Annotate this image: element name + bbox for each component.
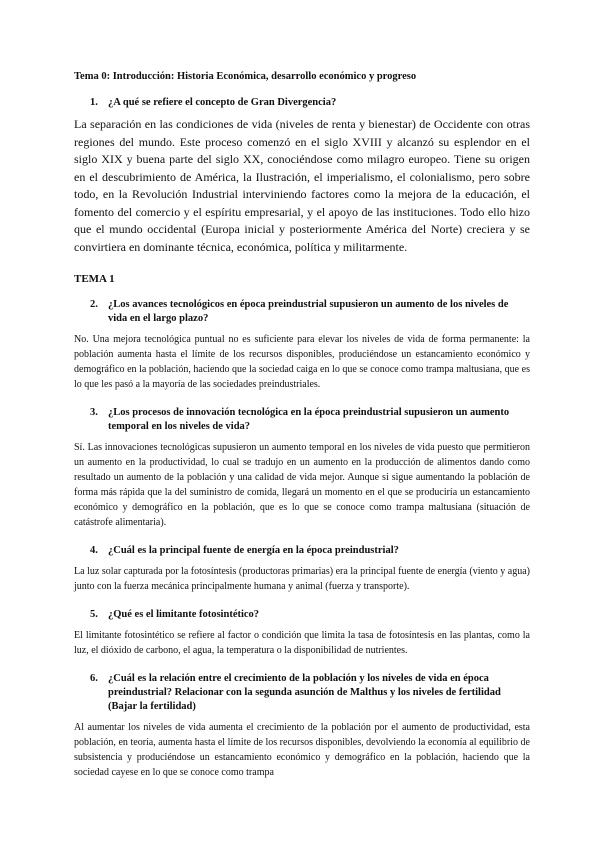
answer-5: El limitante fotosintético se refiere al factor o condición que limita la tasa de fotosíntesis en las plantas, como la luz, el dióxido de carbono, el agua, la temperatura o la disponibilidad de nutrientes.: [74, 630, 530, 656]
question-number: 6.: [90, 673, 98, 684]
question-text: ¿Cuál es la principal fuente de energía en la época preindustrial?: [108, 545, 399, 556]
question-6: [74, 672, 530, 714]
question-text: ¿Los procesos de innovación tecnológica en la época preindustrial supusieron un aumento temporal en los niveles de vida?: [108, 407, 510, 432]
answer-6: Al aumentar los niveles de vida aumenta el crecimiento de la población por el aumento de productividad, esta población, en teoría, aumenta hasta el límite de los recursos disponibles, devolviendo la economía al equilibrio de subsistencia y produciéndose un estancamiento económico y demográfico en la población, haciendo que la sociedad cayese en lo que se conoce como trampa: [74, 722, 530, 778]
question-1: [74, 96, 530, 110]
answer-1: La separación en las condiciones de vida (niveles de renta y bienestar) de Occidente con otras regiones del mundo. Este proceso comenzó en el siglo XVIII y alcanzó su esplendor en el siglo XIX y buena parte del siglo XX, conociéndose como milagro europeo. Tiene su origen en el descubrimiento de América, la Ilustración, el imperialismo, el colonialismo, pero sobre todo, en la Revolución Industrial interviniendo factores como la mejora de la educación, el fomento del comercio y el espíritu empresarial, y el apoyo de las instituciones. Todo ello hizo que el mundo occidental (Europa inicial y posteriormente América del Norte) creciera y se convirtiera en dominante técnica, económica, política y militarmente.: [74, 117, 530, 254]
question-number: 3.: [90, 407, 98, 418]
question-number: 1.: [90, 97, 98, 108]
answer-4: La luz solar capturada por la fotosíntesis (productoras primarias) era la principal fuente de energía (viento y agua) junto con la fuerza mecánica principalmente humana y animal (fuerza y transporte).: [74, 566, 530, 592]
question-text: ¿Cuál es la relación entre el crecimiento de la población y los niveles de vida en época preindustrial? Relacionar con la segunda asunción de Malthus y los niveles de fertilidad (Bajar la fertilidad): [108, 673, 501, 712]
question-text: ¿Qué es el limitante fotosintético?: [108, 609, 260, 620]
question-5: [74, 608, 530, 622]
answer-2: No. Una mejora tecnológica puntual no es suficiente para elevar los niveles de vida de forma permanente: la población aumenta hasta el límite de los recursos disponibles, produciéndose un estancamiento económico y demográfico en la población, haciendo que la sociedad caiga en lo que se conoce como trampa maltusiana, que es lo que les pasó a la mayoría de las sociedades preindustriales.: [74, 334, 530, 390]
question-number: 5.: [90, 609, 98, 620]
answer-3: Sí. Las innovaciones tecnológicas supusieron un aumento temporal en los niveles de vida puesto que permitieron un aumento en la productividad, lo cual se tradujo en un aumento en la producción de alimentos dando como resultado un aumento de la población y una calidad de vida mejor. Aunque si sigue aumentando la población de forma más rápida que la del suministro de comida, llegará un momento en el que se produciría un estancamiento económico y demográfico en la población, que es lo que se conoce como trampa maltusiana (situación de catástrofe alimentaria).: [74, 442, 530, 528]
question-text: ¿Los avances tecnológicos en época preindustrial supusieron un aumento de los niveles de vida en el largo plazo?: [108, 299, 509, 324]
question-4: [74, 544, 530, 558]
document-body: [74, 70, 530, 794]
section-heading: TEMA 1: [74, 273, 115, 285]
question-text: ¿A qué se refiere el concepto de Gran Divergencia?: [108, 97, 337, 108]
question-number: 4.: [90, 545, 98, 556]
question-2: [74, 298, 530, 326]
question-3: [74, 406, 530, 434]
document-title: Tema 0: Introducción: Historia Económica, desarrollo económico y progreso: [74, 71, 417, 82]
question-number: 2.: [90, 299, 98, 310]
